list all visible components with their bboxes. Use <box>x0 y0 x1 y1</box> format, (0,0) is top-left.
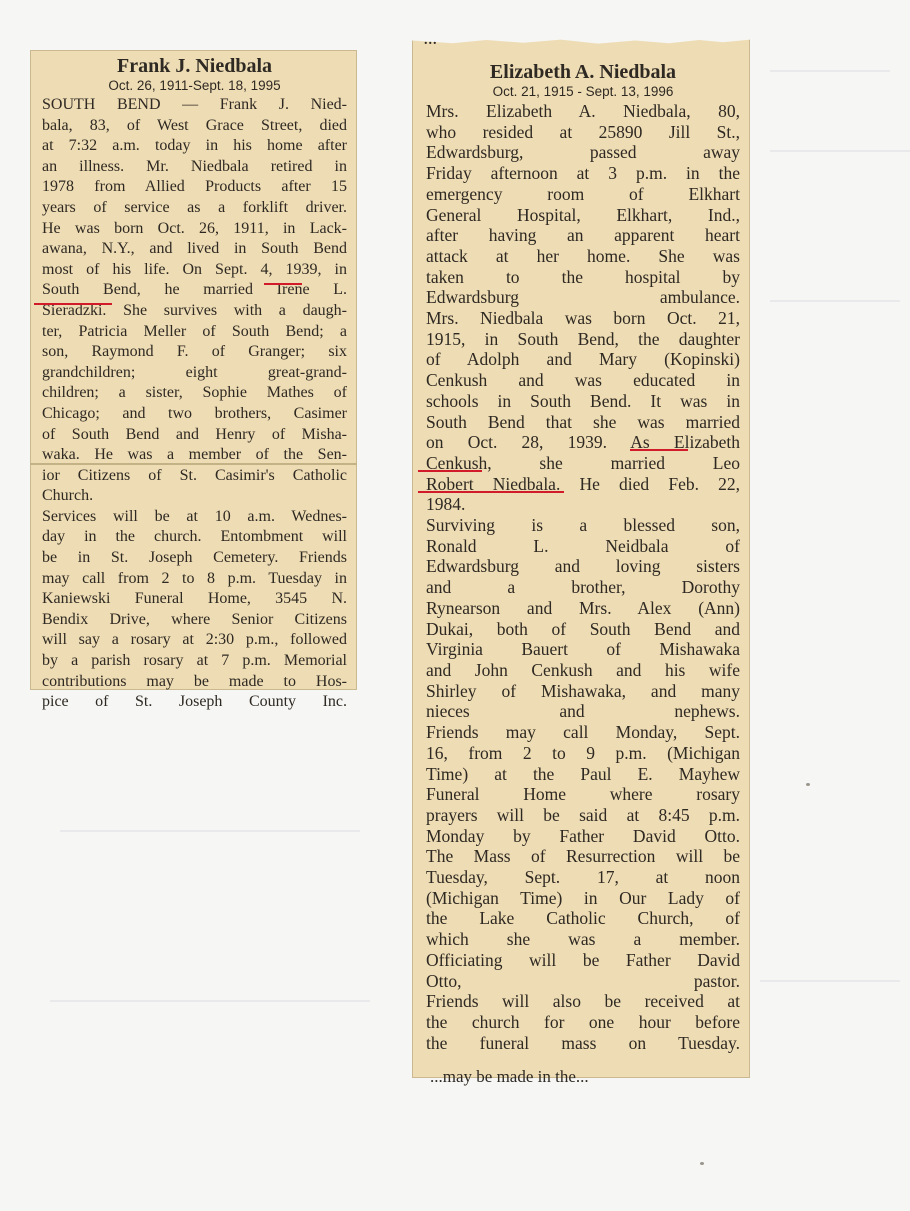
text-line: of Adolph and Mary (Kopinski) <box>426 349 740 370</box>
text-line: Chicago; and two brothers, Casimer <box>42 404 347 422</box>
text-line: 16, from 2 to 9 p.m. (Michigan <box>426 742 740 763</box>
text-line: at 7:32 a.m. today in his home after <box>42 137 347 155</box>
obituary-body <box>426 101 740 1053</box>
text-line: bala, 83, of West Grace Street, died <box>42 116 347 134</box>
text-line: Officiating will be Father David <box>426 949 740 970</box>
text-line: Tuesday, Sept. 17, at noon <box>426 867 740 888</box>
text-line: 1915, in South Bend, the daughter <box>426 328 740 349</box>
text-line: Sieradzki. She survives with a daugh- <box>42 301 347 319</box>
obituary-clipping-frank <box>30 50 357 711</box>
text-line: waka. He was a member of the Sen- <box>42 446 347 464</box>
text-line: day in the church. Entombment will <box>42 528 347 546</box>
obituary-headline: Elizabeth A. Niedbala <box>489 61 677 83</box>
text-line: and John Cenkush and his wife <box>426 659 740 680</box>
text-line: Mrs. Elizabeth A. Niedbala, 80, <box>426 101 740 121</box>
text-line: which she was a member. <box>426 929 740 950</box>
text-line: Funeral Home where rosary <box>426 784 740 805</box>
text-line: the church for one hour before <box>426 1011 740 1032</box>
text-line: Dukai, both of South Bend and <box>426 618 740 639</box>
text-line: prayers will be said at 8:45 p.m. <box>426 804 740 825</box>
text-line: attack at her home. She was <box>426 245 740 266</box>
text-line: Edwardsburg ambulance. <box>426 287 740 308</box>
fold-crease <box>30 463 357 465</box>
text-line: who resided at 25890 Jill St., <box>426 121 740 142</box>
text-line: Otto, pastor. <box>426 970 740 991</box>
text-line: grandchildren; eight great-grand- <box>42 363 347 381</box>
text-line: and a brother, Dorothy <box>426 577 740 598</box>
text-line: Time) at the Paul E. Mayhew <box>426 763 740 784</box>
text-line: Rynearson and Mrs. Alex (Ann) <box>426 597 740 618</box>
text-line: children; a sister, Sophie Mathes of <box>42 384 347 402</box>
text-line: South Bend that she was married <box>426 411 740 432</box>
text-line: Church. <box>42 487 94 505</box>
text-line: the Lake Catholic Church, of <box>426 908 740 929</box>
obituary-dates: Oct. 21, 1915 - Sept. 13, 1996 <box>492 84 674 99</box>
text-line: ior Citizens of St. Casimir's Catholic <box>42 466 347 484</box>
obituary-headline: Frank J. Niedbala <box>116 55 273 77</box>
obituary-body <box>42 95 347 713</box>
text-line: 1978 from Allied Products after 15 <box>42 178 347 196</box>
text-line: SOUTH BEND — Frank J. Nied- <box>42 96 347 113</box>
text-line: Bendix Drive, where Senior Citizens <box>42 610 347 628</box>
ghost-line <box>760 980 900 982</box>
text-line: Shirley of Mishawaka, and many <box>426 680 740 701</box>
red-underline <box>264 283 302 285</box>
text-line: The Mass of Resurrection will be <box>426 846 740 867</box>
text-line: Kaniewski Funeral Home, 3545 N. <box>42 590 347 608</box>
red-underline <box>630 449 688 451</box>
text-line: emergency room of Elkhart <box>426 183 740 204</box>
text-line: South Bend, he married Irene L. <box>42 281 347 299</box>
text-line: pice of St. Joseph County Inc. <box>42 693 347 711</box>
text-line: be in St. Joseph Cemetery. Friends <box>42 549 347 567</box>
text-line: 1984. <box>426 494 466 515</box>
text-line: Services will be at 10 a.m. Wednes- <box>42 507 347 525</box>
obituary-clipping-elizabeth <box>412 33 750 1086</box>
cut-off-text: ... <box>424 33 438 48</box>
text-line: Surviving is a blessed son, <box>426 515 740 536</box>
text-line: of South Bend and Henry of Misha- <box>42 425 347 443</box>
text-line: Friends may call Monday, Sept. <box>426 722 740 743</box>
text-line: taken to the hospital by <box>426 266 740 287</box>
red-underline <box>418 491 564 493</box>
dust-speck <box>806 783 810 786</box>
text-line: Friends will also be received at <box>426 991 740 1012</box>
text-line: Ronald L. Neidbala of <box>426 535 740 556</box>
text-line: Virginia Bauert of Mishawaka <box>426 639 740 660</box>
cut-off-text: ...may be made in the... <box>430 1067 589 1086</box>
text-line: Edwardsburg and loving sisters <box>426 556 740 577</box>
text-line: years of service as a forklift driver. <box>42 198 347 216</box>
text-line: Monday by Father David Otto. <box>426 825 740 846</box>
dust-speck <box>700 1162 704 1165</box>
text-line: General Hospital, Elkhart, Ind., <box>426 204 740 225</box>
text-line: Mrs. Niedbala was born Oct. 21, <box>426 308 740 329</box>
ghost-line <box>60 830 360 832</box>
torn-edge <box>412 33 750 48</box>
text-line: nieces and nephews. <box>426 701 740 722</box>
text-line: Cenkush and was educated in <box>426 370 740 391</box>
text-line: the funeral mass on Tuesday. <box>426 1032 740 1053</box>
text-line: Friday afternoon at 3 p.m. in the <box>426 163 740 184</box>
text-line: (Michigan Time) in Our Lady of <box>426 887 740 908</box>
text-line: Robert Niedbala. He died Feb. 22, <box>426 473 740 494</box>
red-underline <box>34 303 112 305</box>
text-line: contributions may be made to Hos- <box>42 672 347 690</box>
ghost-line <box>770 70 890 72</box>
text-line: Edwardsburg, passed away <box>426 142 740 163</box>
text-line: after having an apparent heart <box>426 225 740 246</box>
ghost-line <box>50 1000 370 1002</box>
text-line: will say a rosary at 2:30 p.m., followed <box>42 631 347 649</box>
text-line: by a parish rosary at 7 p.m. Memorial <box>42 652 347 670</box>
text-line: on Oct. 28, 1939. As Elizabeth <box>426 432 740 453</box>
text-line: ter, Patricia Meller of South Bend; a <box>42 322 347 340</box>
text-line: son, Raymond F. of Granger; six <box>42 343 347 361</box>
text-line: an illness. Mr. Niedbala retired in <box>42 157 347 175</box>
text-line: He was born Oct. 26, 1911, in Lack- <box>42 219 347 237</box>
red-underline <box>418 470 482 472</box>
obituary-dates: Oct. 26, 1911-Sept. 18, 1995 <box>108 78 281 93</box>
text-line: most of his life. On Sept. 4, 1939, in <box>42 260 347 278</box>
ghost-line <box>770 150 910 152</box>
text-line: may call from 2 to 8 p.m. Tuesday in <box>42 569 347 587</box>
text-line: Cenkush, she married Leo <box>426 452 740 473</box>
text-line: schools in South Bend. It was in <box>426 390 740 411</box>
ghost-line <box>770 300 900 302</box>
text-line: awana, N.Y., and lived in South Bend <box>42 240 347 258</box>
